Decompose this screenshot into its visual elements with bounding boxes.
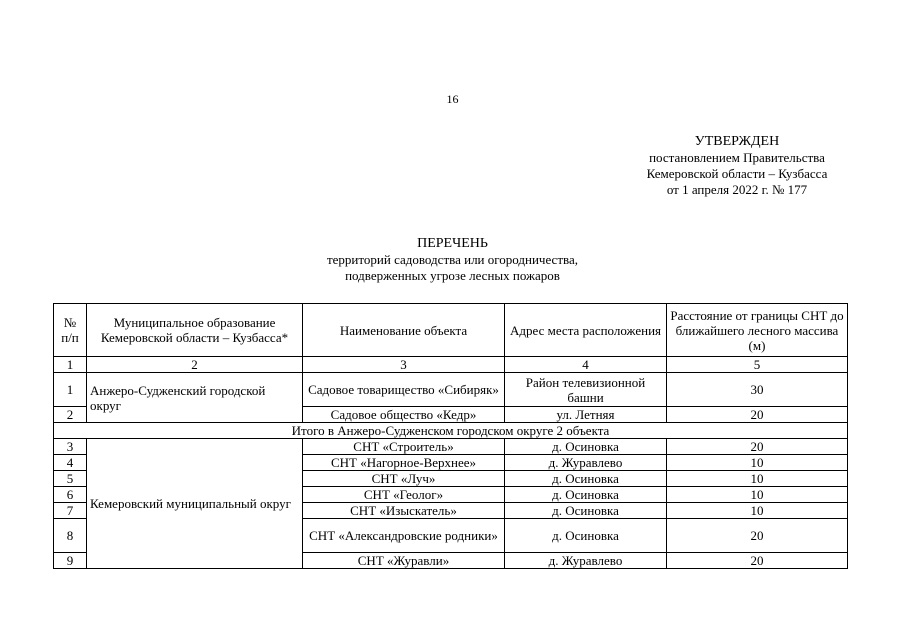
column-number: 3 (303, 357, 505, 373)
object-name: Садовое общество «Кедр» (303, 407, 505, 423)
title-line-2: подверженных угрозе лесных пожаров (345, 268, 560, 283)
approval-heading: УТВЕРЖДЕН (694, 134, 780, 149)
column-number: 2 (87, 357, 303, 373)
table-row (54, 439, 848, 455)
object-distance: 10 (667, 487, 848, 503)
group-total-row (54, 423, 848, 439)
table-row (54, 373, 848, 407)
object-name: СНТ «Нагорное-Верхнее» (303, 455, 505, 471)
header-address: Адрес места расположения (505, 304, 667, 357)
object-name: СНТ «Александровские родники» (303, 519, 505, 553)
object-name: СНТ «Изыскатель» (303, 503, 505, 519)
document-title (0, 236, 905, 284)
approval-line-3: от 1 апреля 2022 г. № 177 (666, 182, 808, 197)
row-number: 3 (54, 439, 87, 455)
municipality-cell: Анжеро-Судженский городской округ (87, 373, 303, 423)
territories-table (53, 303, 848, 569)
column-numbers-row (54, 357, 848, 373)
object-distance: 10 (667, 471, 848, 487)
group-total: Итого в Анжеро-Судженском городском округе 2 объекта (54, 423, 848, 439)
table-header-row (54, 304, 848, 357)
object-distance: 10 (667, 503, 848, 519)
title-line-1: территорий садоводства или огородничества, (326, 252, 578, 267)
row-number: 1 (54, 373, 87, 407)
approval-block (622, 134, 852, 198)
object-address: ул. Летняя (505, 407, 667, 423)
row-number: 9 (54, 553, 87, 569)
header-municipality: Муниципальное образование Кемеровской области – Кузбасса* (87, 304, 303, 357)
object-distance: 30 (667, 373, 848, 407)
object-address: д. Осиновка (505, 439, 667, 455)
approval-line-1: постановлением Правительства (649, 150, 825, 165)
object-address: д. Осиновка (505, 487, 667, 503)
object-name: СНТ «Геолог» (303, 487, 505, 503)
object-address: д. Журавлево (505, 553, 667, 569)
row-number: 4 (54, 455, 87, 471)
object-distance: 20 (667, 553, 848, 569)
approval-line-2: Кемеровской области – Кузбасса (646, 166, 828, 181)
object-address: Район телевизионной башни (505, 373, 667, 407)
object-distance: 20 (667, 519, 848, 553)
municipality-cell: Кемеровский муниципальный округ (87, 439, 303, 569)
column-number: 5 (667, 357, 848, 373)
object-name: СНТ «Журавли» (303, 553, 505, 569)
row-number: 8 (54, 519, 87, 553)
object-distance: 10 (667, 455, 848, 471)
object-address: д. Осиновка (505, 519, 667, 553)
column-number: 1 (54, 357, 87, 373)
page-number: 16 (446, 92, 459, 106)
header-distance: Расстояние от границы СНТ до ближайшего лесного массива (м) (667, 304, 848, 357)
column-number: 4 (505, 357, 667, 373)
object-name: Садовое товарищество «Сибиряк» (303, 373, 505, 407)
row-number: 5 (54, 471, 87, 487)
object-address: д. Осиновка (505, 471, 667, 487)
row-number: 6 (54, 487, 87, 503)
object-address: д. Осиновка (505, 503, 667, 519)
header-object-name: Наименование объекта (303, 304, 505, 357)
object-name: СНТ «Строитель» (303, 439, 505, 455)
row-number: 2 (54, 407, 87, 423)
object-distance: 20 (667, 439, 848, 455)
title-main: ПЕРЕЧЕНЬ (417, 236, 488, 251)
object-distance: 20 (667, 407, 848, 423)
row-number: 7 (54, 503, 87, 519)
object-address: д. Журавлево (505, 455, 667, 471)
header-number: № п/п (54, 304, 87, 357)
object-name: СНТ «Луч» (303, 471, 505, 487)
